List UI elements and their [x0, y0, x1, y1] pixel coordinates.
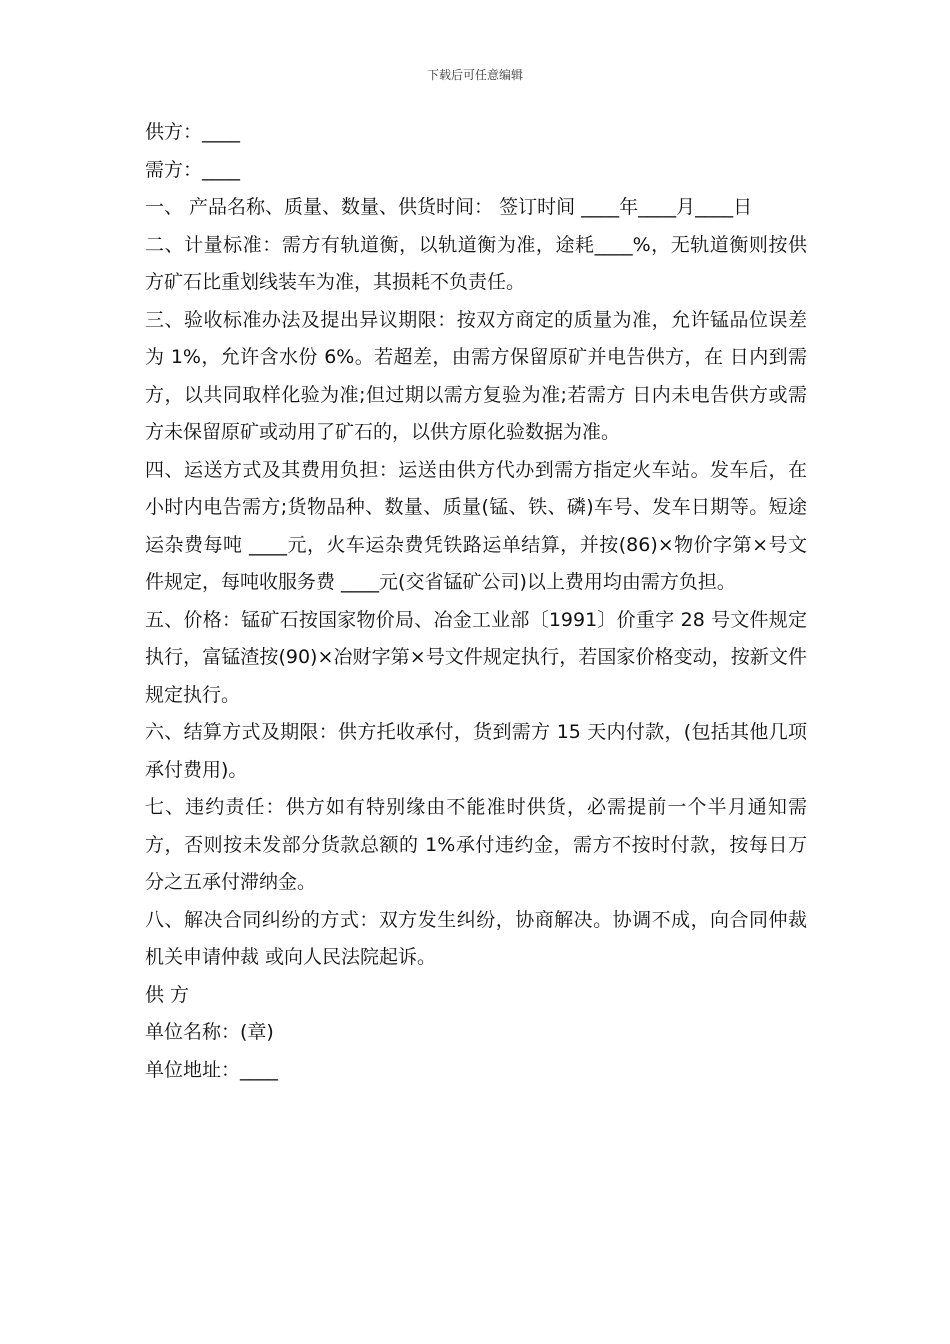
document-body	[145, 114, 814, 1089]
buyer-line: 需方：____	[145, 158, 241, 181]
clause-6-settlement: 六、结算方式及期限：供方托收承付，货到需方 15 天内付款，(包括其他几项承付费用)。	[145, 721, 807, 781]
clause-1-product: 一、 产品名称、质量、数量、供货时间： 签订时间 ____年____月____日	[145, 196, 753, 218]
clause-5-price: 五、价格：锰矿石按国家物价局、冶金工业部〔1991〕价重字 28 号文件规定执行，富锰渣按(90)×冶财字第×号文件规定执行，若国家价格变动，按新文件规定执行。	[145, 608, 807, 706]
clause-2-measurement: 二、计量标准：需方有轨道衡，以轨道衡为准，途耗____%，无轨道衡则按供方矿石比重划线装车为准，其损耗不负责任。	[145, 233, 807, 293]
signature-unit-address: 单位地址：____	[145, 1058, 279, 1081]
supplier-line: 供方：____	[145, 121, 241, 143]
clause-7-liability: 七、违约责任：供方如有特别缘由不能准时供货，必需提前一个半月通知需方，否则按未发部分货款总额的 1%承付违约金，需方不按时付款，按每日万分之五承付滞纳金。	[145, 796, 807, 893]
signature-unit-name: 单位名称：(章)	[145, 1021, 274, 1043]
clause-3-acceptance: 三、验收标准办法及提出异议期限：按双方商定的质量为准，允许锰品位误差为 1%，允许含水份 6%。若超差，由需方保留原矿并电告供方，在 日内到需方，以共同取样化验为准;但过期以需方复验为准;若需方 日内未电告供方或需方未保留原矿或动用了矿石的，以供方原化验数据为准。	[145, 308, 807, 443]
clause-8-disputes: 八、解决合同纠纷的方式：双方发生纠纷，协商解决。协调不成，向合同仲裁机关申请仲裁 或向人民法院起诉。	[145, 908, 807, 968]
signature-supplier-heading: 供 方	[145, 983, 190, 1006]
header-note: 下载后可任意编辑	[426, 68, 523, 82]
clause-4-transport: 四、运送方式及其费用负担：运送由供方代办到需方指定火车站。发车后，在 小时内电告需方;货物品种、数量、质量(锰、铁、磷)车号、发车日期等。短途运杂费每吨 ____元，火车运杂费凭铁路运单结算，并按(86)×物价字第×号文件规定，每吨收服务费 ____元(交省锰矿公司)以上费用均由需方负担。	[145, 458, 814, 593]
